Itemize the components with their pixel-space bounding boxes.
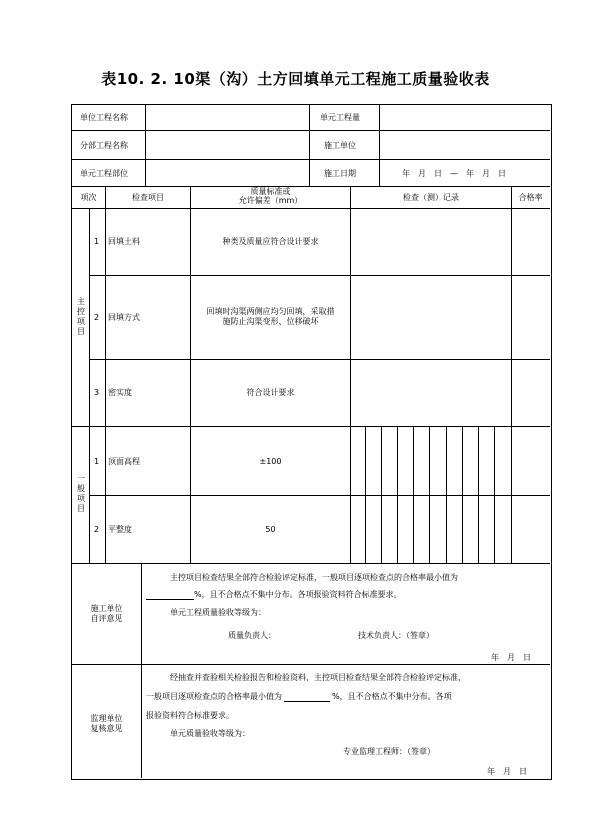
row-divider [72, 563, 550, 564]
general-item-1-standard: ±100 [259, 457, 282, 466]
row-divider [89, 495, 550, 496]
record-cell-divider [462, 426, 463, 563]
supervisor-text-line1: 经抽查并查验相关检验报告和检验资料，主控项目检查结果全部符合检验评定标准， [170, 673, 466, 682]
record-cell-divider [494, 426, 495, 563]
main-item-2-name: 回填方式 [108, 313, 140, 322]
main-control-label: 主控项目 [77, 297, 85, 336]
record-cell-divider [397, 426, 398, 563]
self-check-label-line2: 自评意见 [90, 614, 123, 623]
supervisor-label-line1: 监理单位 [90, 714, 123, 723]
supervisor-text-line2a: 一般项目逐项检查点的合格率最小值为 [146, 692, 282, 701]
supervisor-text-line2b: %，且不合格点不集中分布。各项 [332, 692, 452, 701]
main-item-2-standard-line2: 施防止沟渠变形、位移破坏 [222, 317, 319, 326]
col-divider [309, 104, 310, 186]
general-item-2-standard: 50 [265, 525, 276, 534]
col-header-standard-line1: 质量标准或 [250, 187, 291, 196]
col-divider [190, 208, 191, 563]
construction-unit-field[interactable] [380, 131, 549, 158]
construction-unit-label: 施工单位 [324, 141, 356, 150]
col-header-standard-line2: 允许偏差（mm） [238, 196, 303, 205]
general-item-1-name: 顶面高程 [108, 457, 140, 466]
col-divider [511, 208, 512, 563]
general-item-1-no: 1 [94, 457, 100, 466]
tech-person-label: 技术负责人：（签章） [358, 631, 434, 640]
record-cell-divider [478, 426, 479, 563]
general-items-label: 一般项目 [77, 474, 85, 513]
main-item-1-name: 回填土料 [108, 237, 140, 246]
self-check-min-rate-blank[interactable] [146, 590, 194, 600]
sub-project-name-label: 分部工程名称 [80, 141, 128, 150]
form-title: 表10. 2. 10渠（沟）土方回填单元工程施工质量验收表 [101, 70, 490, 88]
record-cell-divider [413, 426, 414, 563]
construction-date-label: 施工日期 [324, 169, 356, 178]
record-cell-divider [381, 426, 382, 563]
main-item-2-standard-line1: 回填时沟渠两侧应均匀回填，采取措 [206, 307, 335, 316]
main-item-1-record[interactable] [351, 209, 511, 275]
col-header-record: 检查（测）记录 [403, 193, 459, 202]
unit-project-name-field[interactable] [146, 105, 308, 129]
quality-person-label: 质量负责人： [228, 631, 276, 640]
supervisor-text-line3: 报验资料符合标准要求。 [146, 711, 234, 720]
main-item-1-standard: 种类及质量应符合设计要求 [222, 237, 319, 246]
self-check-text-line2: %，且不合格点不集中分布。各项报验资料符合标准要求。 [194, 590, 402, 599]
self-check-text-line3: 单元工程质量验收等级为： [170, 608, 266, 617]
supervising-engineer-label: 专业监理工程师：（签章） [343, 747, 435, 756]
supervisor-label-line2: 复核意见 [90, 724, 123, 733]
record-cell-divider [429, 426, 430, 563]
col-divider [89, 208, 90, 563]
row-divider [72, 664, 550, 665]
general-item-2-name: 平整度 [108, 525, 132, 534]
supervisor-min-rate-blank[interactable] [284, 692, 330, 702]
main-item-2-record[interactable] [351, 276, 511, 359]
general-item-2-no: 2 [94, 525, 100, 534]
record-cell-divider [365, 426, 366, 563]
main-item-1-no: 1 [94, 237, 100, 246]
main-item-2-no: 2 [94, 313, 100, 322]
col-header-item-no: 项次 [80, 193, 97, 202]
element-location-label: 单元工程部位 [80, 169, 128, 178]
unit-element-quantity-label: 单元工程量 [320, 113, 360, 122]
col-divider [141, 563, 142, 778]
sub-project-name-field[interactable] [146, 131, 308, 158]
col-header-pass-rate: 合格率 [518, 193, 543, 202]
main-item-3-name: 密实度 [108, 388, 132, 397]
row-divider [72, 159, 550, 160]
self-check-date[interactable]: 年 月 日 [491, 653, 531, 662]
construction-date-field[interactable]: 年 月 日 — 年 月 日 [402, 169, 506, 178]
unit-project-name-label: 单位工程名称 [80, 113, 128, 122]
unit-element-quantity-field[interactable] [380, 105, 549, 129]
col-divider [105, 208, 106, 563]
supervisor-text-line4: 单元质量验收等级为： [170, 729, 250, 738]
main-item-3-record[interactable] [351, 360, 511, 426]
self-check-text-line1: 主控项目检查结果全部符合检验评定标准，一般项目逐项检查点的合格率最小值为 [170, 573, 458, 582]
element-location-field[interactable] [146, 160, 308, 185]
self-check-label-line1: 施工单位 [90, 604, 123, 613]
col-header-check-item: 检查项目 [132, 193, 164, 202]
main-item-3-standard: 符合设计要求 [246, 388, 295, 397]
record-cell-divider [446, 426, 447, 563]
supervisor-date[interactable]: 年 月 日 [487, 767, 527, 776]
main-item-3-no: 3 [94, 388, 100, 397]
